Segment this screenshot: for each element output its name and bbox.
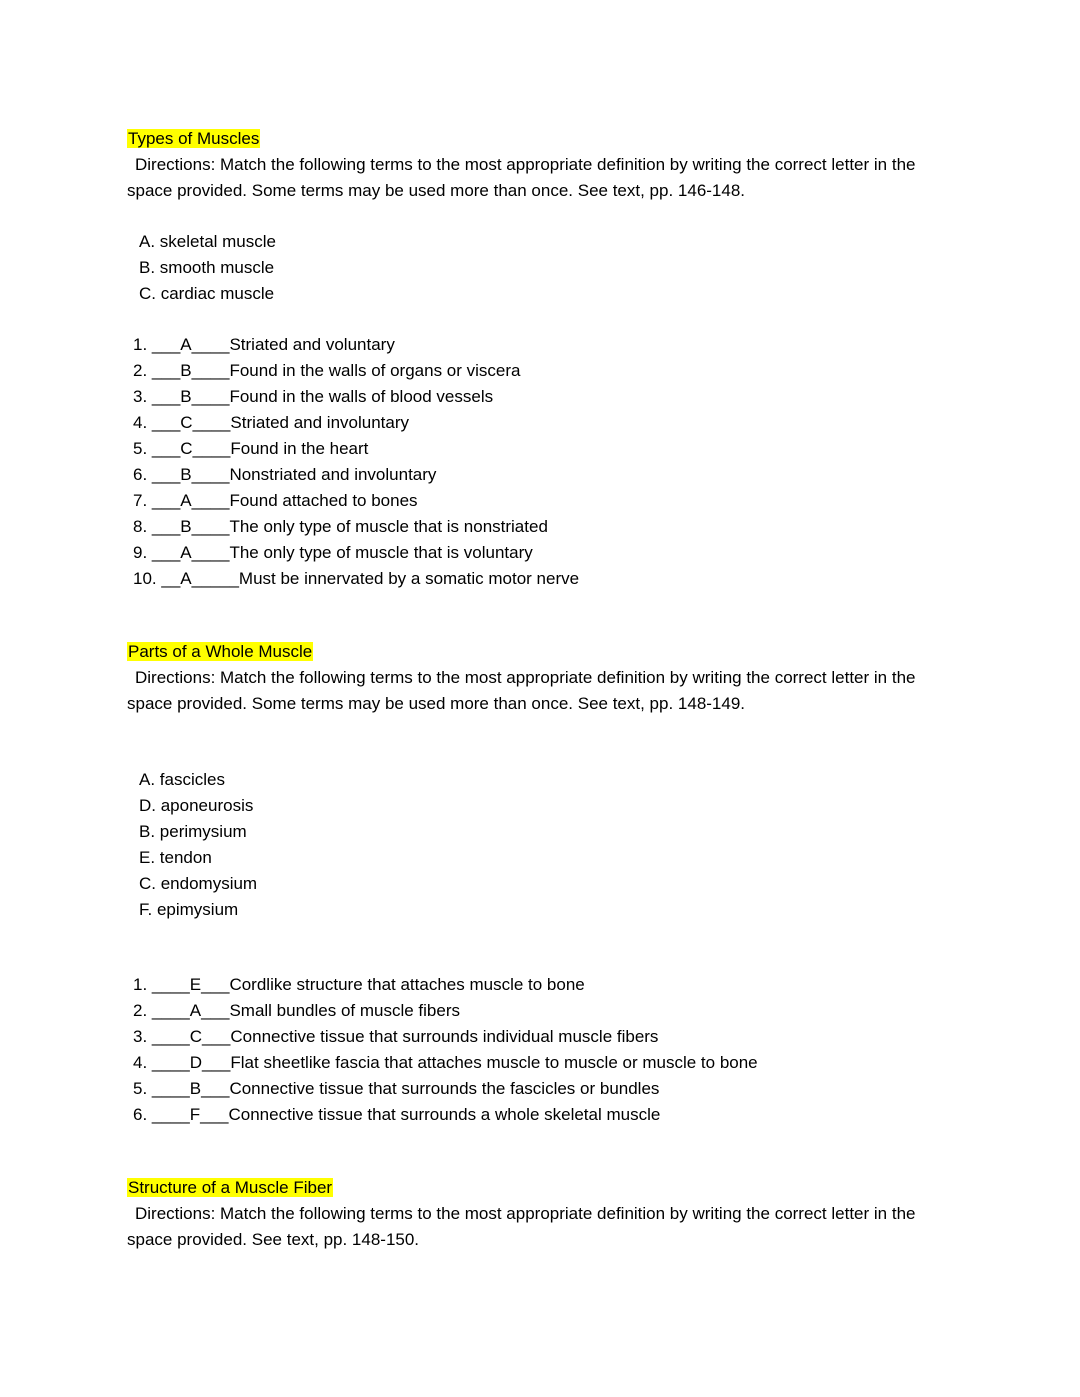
answer-blank: ____B___ [151,1079,230,1098]
matching-item [133,972,943,998]
item-number: 3. [133,387,148,406]
definition-text: Small bundles of muscle fibers [229,1001,460,1020]
matching-item [133,1102,943,1128]
section-heading [127,639,943,665]
item-number: 10. [133,569,157,588]
matching-item [133,514,943,540]
definition-text: Found in the heart [230,439,369,458]
directions-paragraph: Directions: Match the following terms to the most appropriate definition by writing the correct letter in the space provided. Some terms may be used more than once. See text, pp. 148-149. [127,668,916,713]
term-option: B. perimysium [139,822,247,841]
matching-item [133,1050,943,1076]
item-number: 1. [133,975,148,994]
item-number: 6. [133,1105,148,1124]
item-number: 2. [133,361,148,380]
matching-item [133,1076,943,1102]
answer-blank: __A_____ [161,569,239,588]
highlighted-heading-text: Structure of a Muscle Fiber [128,1178,333,1197]
answer-blank: ___A____ [151,543,230,562]
term-option: B. smooth muscle [139,258,275,277]
matching-item [133,462,943,488]
term-option: A. fascicles [139,770,225,789]
item-number: 2. [133,1001,148,1020]
term-option: D. aponeurosis [139,796,254,815]
matching-items-list [133,332,943,592]
definition-text: Found in the walls of blood vessels [229,387,494,406]
definition-text: Nonstriated and involuntary [229,465,437,484]
matching-item [133,488,943,514]
definition-text: Connective tissue that surrounds individual muscle fibers [230,1027,659,1046]
definition-text: Must be innervated by a somatic motor nerve [238,569,580,588]
answer-blank: ___B____ [151,465,230,484]
definition-text: Found attached to bones [229,491,418,510]
definition-text: Striated and involuntary [230,413,409,432]
highlighted-heading-text: Types of Muscles [128,129,260,148]
answer-blank: ___C____ [151,439,231,458]
definition-text: The only type of muscle that is nonstriated [229,517,548,536]
item-number: 5. [133,439,148,458]
matching-item [133,358,943,384]
answer-blank: ____F___ [151,1105,229,1124]
term-option: A. skeletal muscle [139,232,276,251]
item-number: 1. [133,335,148,354]
matching-item [133,332,943,358]
term-option: F. epimysium [139,900,239,919]
term-options-list [139,229,943,307]
answer-blank: ____A___ [151,1001,230,1020]
matching-item [133,998,943,1024]
section-types-of-muscles [127,126,943,592]
definition-text: Striated and voluntary [229,335,395,354]
answer-blank: ____C___ [151,1027,231,1046]
item-number: 4. [133,413,148,432]
item-number: 3. [133,1027,148,1046]
answer-blank: ___A____ [151,491,230,510]
matching-item [133,566,943,592]
definition-text: Flat sheetlike fascia that attaches muscle to muscle or muscle to bone [230,1053,758,1072]
section-structure-of-a-muscle-fiber [127,1175,943,1253]
answer-blank: ___B____ [151,387,230,406]
answer-blank: ___A____ [151,335,230,354]
matching-item [133,1024,943,1050]
section-heading [127,126,943,152]
definition-text: Connective tissue that surrounds a whole skeletal muscle [228,1105,661,1124]
directions-paragraph: Directions: Match the following terms to the most appropriate definition by writing the correct letter in the space provided. Some terms may be used more than once. See text, pp. 146-148. [127,155,916,200]
item-number: 5. [133,1079,148,1098]
definition-text: Connective tissue that surrounds the fascicles or bundles [229,1079,660,1098]
answer-blank: ___C____ [151,413,231,432]
matching-items-list [133,972,943,1128]
item-number: 9. [133,543,148,562]
section-parts-of-a-whole-muscle [127,639,943,1128]
item-number: 7. [133,491,148,510]
matching-item [133,410,943,436]
section-heading [127,1175,943,1201]
definition-text: Cordlike structure that attaches muscle to bone [229,975,585,994]
answer-blank: ___B____ [151,517,230,536]
definition-text: Found in the walls of organs or viscera [229,361,521,380]
term-option: C. endomysium [139,874,258,893]
term-option: C. cardiac muscle [139,284,275,303]
answer-blank: ____D___ [151,1053,231,1072]
definition-text: The only type of muscle that is voluntary [229,543,533,562]
highlighted-heading-text: Parts of a Whole Muscle [128,642,313,661]
answer-blank: ___B____ [151,361,230,380]
term-option: E. tendon [139,848,212,867]
item-number: 6. [133,465,148,484]
item-number: 8. [133,517,148,536]
item-number: 4. [133,1053,148,1072]
matching-item [133,384,943,410]
matching-item [133,540,943,566]
answer-blank: ____E___ [151,975,230,994]
directions-paragraph: Directions: Match the following terms to the most appropriate definition by writing the correct letter in the space provided. See text, pp. 148-150. [127,1204,916,1249]
matching-item [133,436,943,462]
term-options-list [139,767,943,923]
